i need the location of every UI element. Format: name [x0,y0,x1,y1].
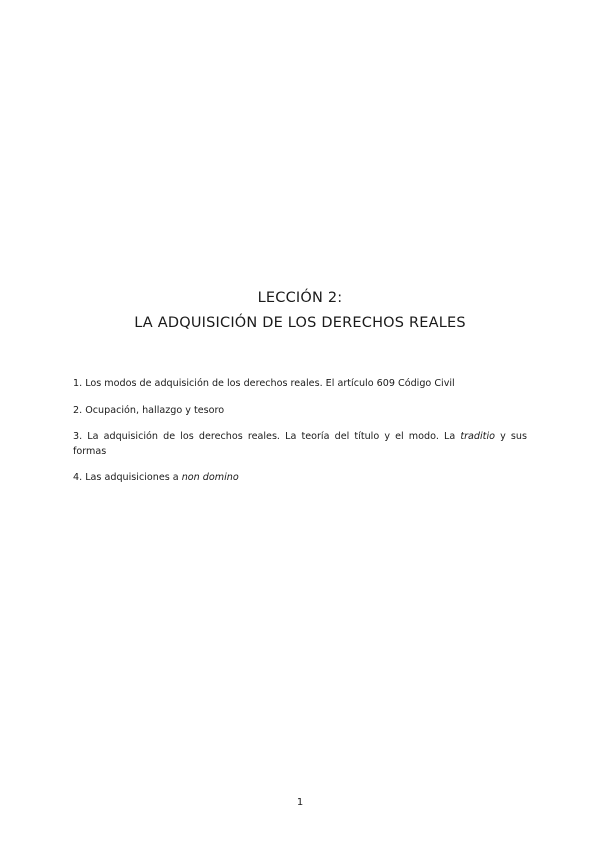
outline-item-3 [73,429,527,459]
outline-item-3-text-end: y sus formas [73,431,527,457]
page-number: 1 [296,797,304,808]
outline-item-2-text: 2. Ocupación, hallazgo y tesoro [73,405,225,416]
outline-item-4-text: 4. Las adquisiciones a [73,472,182,483]
outline-item-3-italic-term: traditio [460,431,495,442]
outline-item-1 [73,376,527,391]
outline-item-3-text: 3. La adquisición de los derechos reales. La teoría del título y el modo. La [73,431,461,442]
outline-item-4-italic-term: non domino [181,472,239,483]
outline-item-4 [73,470,527,485]
lesson-number-heading: LECCIÓN 2: [257,290,343,306]
outline-item-2 [73,403,527,418]
outline-item-1-text: 1. Los modos de adquisición de los derechos reales. El artículo 609 Código Civil [73,378,455,389]
lesson-title-heading: LA ADQUISICIÓN DE LOS DERECHOS REALES [134,315,466,331]
